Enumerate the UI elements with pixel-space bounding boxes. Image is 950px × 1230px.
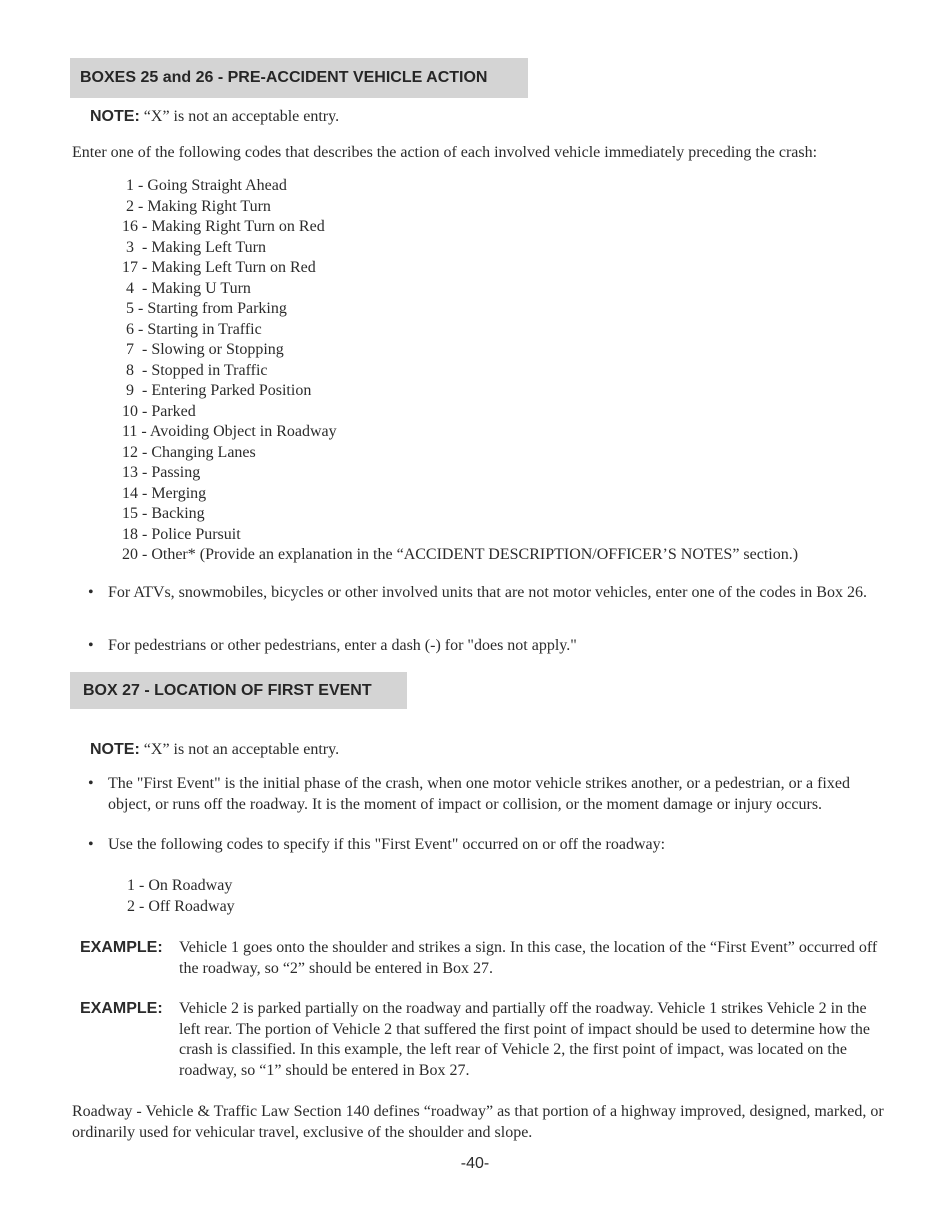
- section-header-location-of-first-event: [70, 672, 407, 709]
- example-text: Vehicle 1 goes onto the shoulder and strikes a sign. In this case, the location of the “First Event” occurred off the roadway, so “2” should be entered in Box 27.: [179, 939, 878, 977]
- bullet-text: The "First Event" is the initial phase of the crash, when one motor vehicle strikes another, or a pedestrian, or a fixed object, or runs off the roadway. It is the moment of impact or collision, or the moment damage or injury occurs.: [108, 775, 850, 813]
- bullet-item: [88, 583, 888, 604]
- code-item: 16 - Making Right Turn on Red: [122, 218, 325, 235]
- bullet-item: [88, 835, 888, 856]
- section-header-text: BOX 27 - LOCATION OF FIRST EVENT: [83, 681, 372, 699]
- code-item: 17 - Making Left Turn on Red: [122, 259, 316, 276]
- bullet-icon: •: [88, 584, 94, 601]
- code-item: 2 - Making Right Turn: [122, 197, 271, 215]
- code-item: 13 - Passing: [122, 464, 201, 481]
- section-header-pre-accident-vehicle-action: [70, 58, 528, 98]
- bullet-item: [88, 774, 888, 815]
- code-item: 7 - Slowing or Stopping: [122, 341, 284, 358]
- bullet-icon: •: [88, 775, 94, 792]
- example-label: EXAMPLE:: [80, 939, 163, 956]
- code-item: 3 - Making Left Turn: [122, 238, 266, 256]
- example-block: [80, 938, 890, 979]
- code-item: 15 - Backing: [122, 505, 205, 522]
- code-item: 11 - Avoiding Object in Roadway: [122, 423, 337, 440]
- code-item: 18 - Police Pursuit: [122, 525, 241, 543]
- bullet-text: For pedestrians or other pedestrians, enter a dash (-) for "does not apply.": [108, 637, 577, 654]
- intro-paragraph: Enter one of the following codes that describes the action of each involved vehicle immediately preceding the crash:: [72, 144, 818, 161]
- note-text: “X” is not an acceptable entry.: [143, 108, 340, 125]
- note-text: “X” is not an acceptable entry.: [143, 741, 340, 758]
- note: [90, 107, 339, 127]
- note-label: NOTE:: [90, 741, 140, 758]
- code-item: 20 - Other* (Provide an explanation in the “ACCIDENT DESCRIPTION/OFFICER’S NOTES” section.): [122, 546, 799, 563]
- note: [90, 740, 339, 760]
- page-number: -40-: [460, 1155, 490, 1172]
- code-item: 9 - Entering Parked Position: [122, 382, 312, 399]
- code-item: 14 - Merging: [122, 484, 207, 502]
- first-event-code-list: [127, 876, 235, 917]
- bullet-icon: •: [88, 836, 94, 853]
- code-item: 10 - Parked: [122, 402, 196, 420]
- example-text: Vehicle 2 is parked partially on the roadway and partially off the roadway. Vehicle 1 strikes Vehicle 2 in the left rear. The portion of Vehicle 2 that suffered the first point of impact should be used to determine how the crash is classified. In this example, the left rear of Vehicle 2, the first point of impact, was located on the roadway, so “1” should be entered in Box 27.: [179, 1000, 870, 1079]
- note-label: NOTE:: [90, 108, 140, 125]
- vehicle-action-code-list: [122, 176, 798, 566]
- code-item: 4 - Making U Turn: [122, 279, 251, 297]
- code-item: 6 - Starting in Traffic: [122, 320, 262, 338]
- example-block: [80, 999, 890, 1081]
- bullet-text: Use the following codes to specify if this "First Event" occurred on or off the roadway:: [108, 836, 666, 853]
- code-item: 8 - Stopped in Traffic: [122, 361, 268, 379]
- roadway-definition: Roadway - Vehicle & Traffic Law Section 140 defines “roadway” as that portion of a highway improved, designed, marked, or ordinarily used for vehicular travel, exclusive of the shoulder and slope.: [72, 1103, 884, 1141]
- code-item: 2 - Off Roadway: [127, 897, 235, 915]
- code-item: 1 - On Roadway: [127, 877, 233, 894]
- bullet-icon: •: [88, 637, 94, 654]
- code-item: 12 - Changing Lanes: [122, 443, 256, 461]
- example-label: EXAMPLE:: [80, 1000, 163, 1017]
- bullet-text: For ATVs, snowmobiles, bicycles or other involved units that are not motor vehicles, enter one of the codes in Box 26.: [108, 584, 867, 601]
- section-header-text: BOXES 25 and 26 - PRE-ACCIDENT VEHICLE ACTION: [80, 69, 488, 86]
- code-item: 5 - Starting from Parking: [122, 300, 287, 317]
- bullet-item: [88, 636, 888, 657]
- code-item: 1 - Going Straight Ahead: [122, 177, 287, 194]
